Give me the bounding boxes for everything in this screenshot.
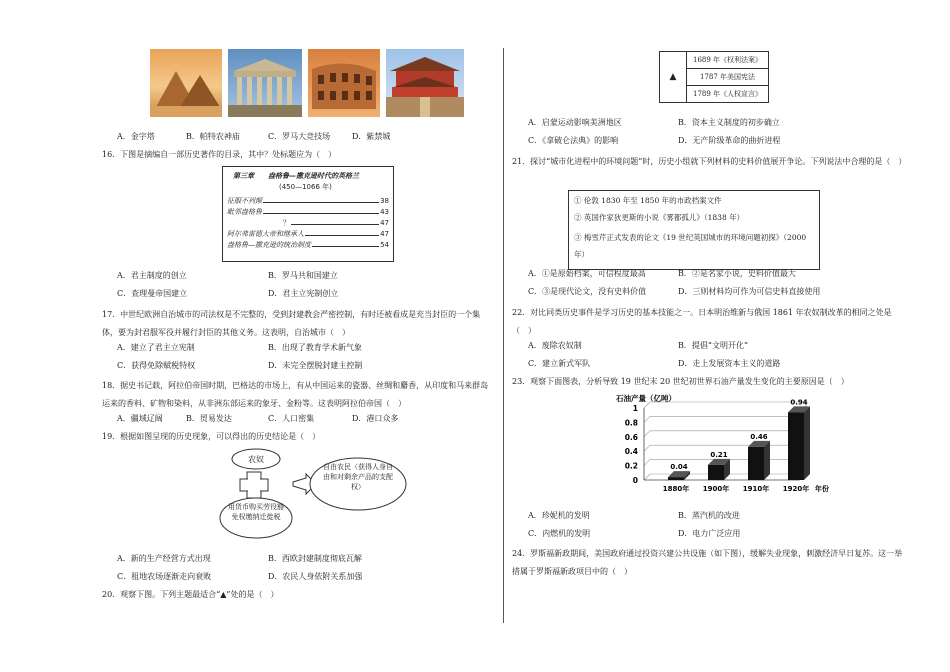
forbidden-city-photo bbox=[386, 49, 464, 117]
q16-option-a[interactable]: A．君主制度的创立 bbox=[117, 271, 187, 280]
x-tick-label: 1910年 bbox=[742, 485, 770, 493]
q20-blank-symbol: ▲ bbox=[660, 52, 687, 103]
toc-entry bbox=[227, 196, 389, 207]
y-tick-label: 1 bbox=[632, 404, 638, 413]
q19-stem: 19．根据如图呈现的历史现象，可以得出的历史结论是（ ） bbox=[102, 432, 321, 441]
bar-side bbox=[764, 441, 770, 480]
q21-option-b[interactable]: B．②是名家小说，史料价值最大 bbox=[678, 269, 796, 278]
toc-leader-line bbox=[305, 235, 379, 236]
y-tick-label: 0.6 bbox=[624, 432, 638, 442]
grid-diagonal bbox=[644, 416, 650, 422]
grid-diagonal bbox=[644, 431, 650, 437]
toc-entry-title: 阿尔弗雷德大帝和继承人 bbox=[227, 230, 304, 238]
q16-option-c[interactable]: C．查理曼帝国建立 bbox=[117, 289, 188, 298]
q19-diagram bbox=[218, 446, 418, 540]
q23-option-a[interactable]: A．珍妮机的发明 bbox=[528, 511, 590, 520]
grid-diagonal bbox=[644, 460, 650, 466]
toc-entry-title: ？ bbox=[283, 219, 290, 227]
toc-entry-page: 43 bbox=[380, 208, 389, 216]
toc-entry-title: 盎格鲁—撒克逊的统治制度 bbox=[227, 241, 311, 249]
q23-option-d[interactable]: D．电力广泛应用 bbox=[678, 529, 741, 538]
q15-option-c[interactable]: C．罗马大竞技场 bbox=[268, 132, 331, 141]
toc-leader-line bbox=[291, 224, 379, 225]
q19-option-a[interactable]: A．新的生产经营方式出现 bbox=[117, 554, 211, 563]
q21-material-box bbox=[568, 190, 820, 270]
y-tick-label: 0.4 bbox=[624, 447, 638, 457]
toc-leader-line bbox=[263, 202, 379, 203]
q23-option-b[interactable]: B．蒸汽机的改进 bbox=[678, 511, 740, 520]
bar-value-label: 0.94 bbox=[790, 398, 808, 407]
q15-option-d[interactable]: D．紫禁城 bbox=[352, 132, 391, 141]
toc-entry-title: 毗邻盎格鲁 bbox=[227, 208, 262, 216]
toc-list bbox=[227, 196, 389, 251]
q19-option-d[interactable]: D．农民人身依附关系加强 bbox=[268, 572, 363, 581]
toc-entry-title: 征服不列颠 bbox=[227, 197, 262, 205]
q16-option-b[interactable]: B．罗马共和国建立 bbox=[268, 271, 338, 280]
q16-stem: 16．下图是摘编自一部历史著作的目录，其中？处标题应为（ ） bbox=[102, 150, 337, 159]
q21-material-1: ① 伦敦 1830 年至 1850 年的市政档案文件 bbox=[574, 196, 722, 205]
q22-option-a[interactable]: A．废除农奴制 bbox=[528, 341, 582, 350]
toc-entry bbox=[227, 207, 389, 218]
q20-option-a[interactable]: A．启蒙运动影响美洲地区 bbox=[528, 118, 622, 127]
q20-stem: 20．观察下图。下列主题最适合“▲”处的是（ ） bbox=[102, 590, 279, 599]
diagram-payment: 用货币购买劳役豁免权缴纳迁徙税 bbox=[228, 503, 284, 521]
chart-title: 石油产量（亿吨） bbox=[616, 394, 676, 403]
x-tick-label: 1880年 bbox=[662, 485, 690, 493]
toc-years: (450—1066 年) bbox=[279, 183, 332, 191]
y-tick-label: 0 bbox=[632, 476, 638, 485]
x-axis-label: 年份 bbox=[815, 485, 829, 493]
y-tick-label: 0.2 bbox=[624, 461, 638, 471]
toc-leader-line bbox=[263, 213, 379, 214]
q21-option-c[interactable]: C．③是现代论文，没有史料价值 bbox=[528, 287, 647, 296]
toc-entry-page: 47 bbox=[380, 219, 389, 227]
bar-side bbox=[804, 406, 810, 480]
y-tick-label: 0.8 bbox=[624, 418, 638, 428]
q22-option-d[interactable]: D．走上发展资本主义的道路 bbox=[678, 359, 781, 368]
parthenon-photo bbox=[228, 49, 302, 117]
q20-row-1: 1689 年《权利法案》 bbox=[687, 52, 769, 69]
toc-entry-page: 47 bbox=[380, 230, 389, 238]
q19-option-c[interactable]: C．租地农场逐渐走向衰败 bbox=[117, 572, 212, 581]
bar-value-label: 0.21 bbox=[710, 450, 728, 459]
q18-stem: 18．据史书记载，阿拉伯帝国时期，巴格达的市场上，有从中国运来的瓷器、丝绸和麝香，从印度和马来群岛运来的香料、矿物和染料，从非洲东部运来的象牙、金粉等。这表明阿拉伯帝国（ ） bbox=[102, 381, 489, 408]
colosseum-photo bbox=[308, 49, 380, 117]
column-divider bbox=[503, 48, 504, 623]
q22-option-b[interactable]: B．提倡“文明开化” bbox=[678, 341, 749, 350]
x-tick-label: 1900年 bbox=[702, 485, 730, 493]
q21-material-2: ② 英国作家狄更斯的小说《雾都孤儿》（1838 年） bbox=[574, 213, 745, 222]
q15-option-b[interactable]: B．帕特农神庙 bbox=[186, 132, 240, 141]
q21-option-d[interactable]: D．三则材料均可作为可信史料直接使用 bbox=[678, 287, 821, 296]
q17-option-c[interactable]: C．获得免除赋税特权 bbox=[117, 361, 196, 370]
q18-option-a[interactable]: A．疆域辽阔 bbox=[117, 414, 163, 423]
diagram-serf: 农奴 bbox=[248, 455, 264, 464]
q24-stem: 24．罗斯福新政期间，美国政府通过投资兴建公共设施（如下图），缓解失业现象，刺激经济早日复苏。这一举措属于罗斯福新政项目中的（ ） bbox=[512, 549, 903, 576]
toc-entry bbox=[227, 218, 389, 229]
q17-stem: 17．中世纪欧洲自治城市的司法权是不完整的，受到封建教会严密控制，有时还被看成是充当封臣的一个集体，要为封君服军役并履行封臣的其他义务。这表明，自治城市（ ） bbox=[102, 310, 481, 337]
q18-option-b[interactable]: B．贸易发达 bbox=[186, 414, 232, 423]
diagram-free-peasant: 自由农民（获得人身自由和对剩余产品的支配权） bbox=[323, 463, 393, 491]
q20-option-c[interactable]: C．《拿破仑法典》的影响 bbox=[528, 136, 619, 145]
q21-option-a[interactable]: A．①是原始档案，可信程度最高 bbox=[528, 269, 646, 278]
toc-entry bbox=[227, 240, 389, 251]
bar bbox=[748, 447, 764, 480]
bar bbox=[668, 477, 684, 480]
toc-entry-page: 54 bbox=[380, 241, 389, 249]
q22-stem: 22．对比同类历史事件是学习历史的基本技能之一。日本明治维新与俄国 1861 年农奴制改革的相同之处是（ ） bbox=[512, 308, 892, 335]
q17-option-a[interactable]: A．建立了君主立宪制 bbox=[117, 343, 195, 352]
q17-option-d[interactable]: D．未完全摆脱封建主控制 bbox=[268, 361, 363, 370]
q18-option-d[interactable]: D．港口众多 bbox=[352, 414, 399, 423]
q20-option-d[interactable]: D．无产阶级革命的曲折进程 bbox=[678, 136, 781, 145]
q16-toc-box bbox=[222, 166, 394, 262]
q22-option-c[interactable]: C．建立新式军队 bbox=[528, 359, 591, 368]
q19-option-b[interactable]: B．西欧封建制度彻底瓦解 bbox=[268, 554, 362, 563]
q21-stem: 21．探讨“城市化进程中的环境问题”时，历史小组就下列材料的史料价值展开争论。下列说法中合理的是（ ） bbox=[512, 157, 907, 166]
bar-value-label: 0.04 bbox=[670, 463, 688, 472]
grid-diagonal bbox=[644, 445, 650, 451]
toc-leader-line bbox=[312, 246, 379, 247]
q23-option-c[interactable]: C．内燃机的发明 bbox=[528, 529, 591, 538]
q17-option-b[interactable]: B．出现了教育学术新气象 bbox=[268, 343, 362, 352]
oil-production-chart bbox=[614, 392, 834, 498]
q21-material-3: ③ 梅雪芹正式发表的论文《19 世纪英国城市的环境问题初探》（2000 年） bbox=[574, 233, 807, 259]
x-tick-label: 1920年 bbox=[782, 485, 810, 493]
bar bbox=[788, 412, 804, 480]
q23-stem: 23．观察下面图表，分析导致 19 世纪末 20 世纪初世界石油产量发生变化的主要原因是（ ） bbox=[512, 377, 849, 386]
grid-diagonal bbox=[644, 474, 650, 480]
q16-option-d[interactable]: D．君主立宪制创立 bbox=[268, 289, 339, 298]
toc-header: 第三章 盎格鲁—撒克逊时代的英格兰 bbox=[233, 172, 359, 180]
bar bbox=[708, 465, 724, 480]
toc-entry-page: 38 bbox=[380, 197, 389, 205]
toc-entry bbox=[227, 229, 389, 240]
q20-row-2: 1787 年美国宪法 bbox=[687, 69, 769, 86]
bar-value-label: 0.46 bbox=[750, 432, 768, 441]
pyramid-photo bbox=[150, 49, 222, 117]
q18-option-c[interactable]: C．人口密集 bbox=[268, 414, 315, 423]
q20-table bbox=[659, 51, 769, 103]
q20-option-b[interactable]: B．资本主义制度的初步确立 bbox=[678, 118, 780, 127]
q20-row-3: 1789 年《人权宣言》 bbox=[687, 86, 769, 103]
q15-option-a[interactable]: A．金字塔 bbox=[117, 132, 155, 141]
